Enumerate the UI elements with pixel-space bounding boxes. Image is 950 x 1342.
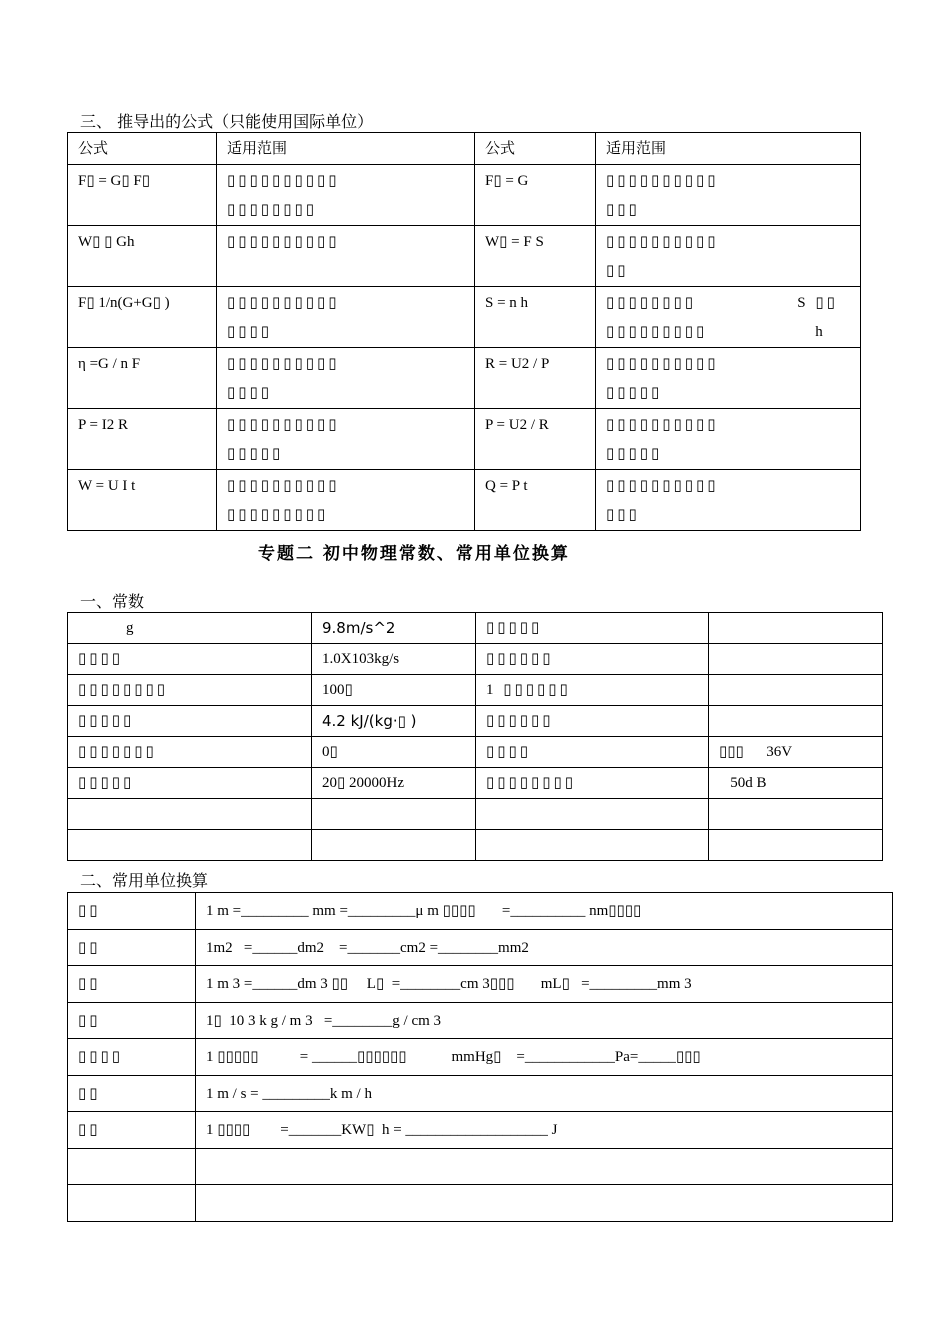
table-row: [68, 799, 883, 830]
header-scope: 适用范围: [217, 133, 475, 165]
scope-cell: ▯▯▯▯▯▯▯▯▯▯ ▯▯▯▯: [217, 287, 475, 348]
quantity-name: ▯▯▯▯: [68, 1039, 196, 1076]
formula-cell: W▯ ▯ Gh: [68, 226, 217, 287]
scope-cell: ▯▯▯▯▯▯▯▯▯▯ ▯▯▯▯▯▯▯▯▯: [217, 470, 475, 531]
quantity-name: ▯▯: [68, 1076, 196, 1112]
constant-name: ▯▯▯▯: [476, 737, 709, 768]
constant-value: [709, 613, 883, 644]
constant-value: 1.0X103kg/s: [312, 644, 476, 675]
quantity-name: ▯▯: [68, 1003, 196, 1039]
constant-value: [709, 706, 883, 737]
table-row: [68, 737, 883, 768]
empty-cell: [709, 830, 883, 861]
formula-cell: W = U I t: [68, 470, 217, 531]
constants-table: [67, 612, 883, 861]
table-row: [68, 287, 861, 348]
scope-cell: ▯▯▯▯▯▯▯▯▯▯ ▯▯▯: [596, 470, 861, 531]
empty-cell: [68, 799, 312, 830]
constant-value: [709, 644, 883, 675]
empty-cell: [312, 830, 476, 861]
conversion-cell: 1 m / s = _________k m / h: [196, 1076, 893, 1112]
table-row: [68, 644, 883, 675]
formula-cell: P = I2 R: [68, 409, 217, 470]
table-row: [68, 830, 883, 861]
empty-cell: [196, 1149, 893, 1185]
empty-cell: [476, 830, 709, 861]
formula-cell: F▯ = G▯ F▯: [68, 165, 217, 226]
conversion-cell: 1▯ 10 3 k g / m 3 =________g / cm 3: [196, 1003, 893, 1039]
table-row: [68, 1112, 893, 1149]
table-row: [68, 930, 893, 966]
header-scope-2: 适用范围: [596, 133, 861, 165]
table-row: [68, 1149, 893, 1185]
constant-value: [709, 675, 883, 706]
section-2-heading: 二、常用单位换算: [80, 871, 209, 890]
formula-cell: S = n h: [475, 287, 596, 348]
quantity-name: ▯▯: [68, 893, 196, 930]
constant-name: ▯▯▯▯▯: [476, 613, 709, 644]
constant-value: 100▯: [312, 675, 476, 706]
conversion-cell: 1 ▯▯▯▯▯ = ______▯▯▯▯▯▯ mmHg▯ =____________Pa=_____▯▯▯: [196, 1039, 893, 1076]
constant-name: 1 ▯▯▯▯▯▯: [476, 675, 709, 706]
formula-cell: W▯ = F S: [475, 226, 596, 287]
empty-cell: [312, 799, 476, 830]
scope-cell: ▯▯▯▯▯▯▯▯▯▯ ▯▯▯▯▯: [596, 409, 861, 470]
conversion-cell: 1 m =_________ mm =_________μ m ▯▯▯▯ =__________ nm▯▯▯▯: [196, 893, 893, 930]
table-row: [68, 768, 883, 799]
section-1-heading: 一、常数: [80, 592, 145, 611]
constant-name: ▯▯▯▯▯: [68, 768, 312, 799]
empty-cell: [196, 1185, 893, 1222]
formula-cell: P = U2 / R: [475, 409, 596, 470]
table-row: [68, 1185, 893, 1222]
table-row: [68, 348, 861, 409]
table-row: [68, 1076, 893, 1112]
constant-value: ▯▯▯ 36V: [709, 737, 883, 768]
empty-cell: [709, 799, 883, 830]
formula-cell: R = U2 / P: [475, 348, 596, 409]
scope-cell: ▯▯▯▯▯▯▯▯▯▯ ▯▯▯: [596, 165, 861, 226]
table-row: [68, 165, 861, 226]
table-row: [68, 893, 893, 930]
formula-cell: η =G / n F: [68, 348, 217, 409]
constant-name: ▯▯▯▯▯: [68, 706, 312, 737]
topic-2-title: 专题二 初中物理常数、常用单位换算: [258, 544, 570, 564]
quantity-name: ▯▯: [68, 930, 196, 966]
scope-cell: ▯▯▯▯▯▯▯▯▯▯ ▯▯▯▯▯▯▯▯: [217, 165, 475, 226]
conversion-cell: 1 ▯▯▯▯ =_______KW▯ h = ___________________ J: [196, 1112, 893, 1149]
formula-cell: F▯ = G: [475, 165, 596, 226]
constant-name: ▯▯▯▯▯▯: [476, 706, 709, 737]
header-formula: 公式: [68, 133, 217, 165]
table-row: [68, 675, 883, 706]
constant-value: 0▯: [312, 737, 476, 768]
table-row: [68, 1003, 893, 1039]
formula-cell: Q = P t: [475, 470, 596, 531]
section-3-heading: 三、 推导出的公式（只能使用国际单位）: [80, 112, 374, 131]
scope-cell: ▯▯▯▯▯▯▯▯▯▯: [217, 226, 475, 287]
quantity-name: ▯▯: [68, 966, 196, 1003]
table-row: [68, 706, 883, 737]
constant-name: ▯▯▯▯▯▯▯▯: [476, 768, 709, 799]
table-row: [68, 470, 861, 531]
conversion-cell: 1 m 3 =______dm 3 ▯▯ L▯ =________cm 3▯▯▯ mL▯ =_________mm 3: [196, 966, 893, 1003]
conversion-cell: 1m2 =______dm2 =_______cm2 =________mm2: [196, 930, 893, 966]
table-row: [68, 1039, 893, 1076]
header-formula-2: 公式: [475, 133, 596, 165]
table-row: [68, 613, 883, 644]
constant-value: 50d B: [709, 768, 883, 799]
empty-cell: [68, 1149, 196, 1185]
scope-cell: ▯▯▯▯▯▯▯▯▯▯ ▯▯▯▯▯: [217, 409, 475, 470]
empty-cell: [68, 1185, 196, 1222]
empty-cell: [476, 799, 709, 830]
constant-value: 9.8m/s^2: [312, 613, 476, 644]
table-row: [68, 226, 861, 287]
table-row: [68, 966, 893, 1003]
constant-name: ▯▯▯▯▯▯▯▯: [68, 675, 312, 706]
constant-value: 4.2 kJ/(kg·▯ ): [312, 706, 476, 737]
formula-cell: F▯ 1/n(G+G▯ ): [68, 287, 217, 348]
scope-cell: ▯▯▯▯▯▯▯▯▯▯ ▯▯▯▯: [217, 348, 475, 409]
scope-cell: ▯▯▯▯▯▯▯▯▯▯ ▯▯▯▯▯: [596, 348, 861, 409]
scope-cell: ▯▯▯▯▯▯▯▯▯▯ ▯▯: [596, 226, 861, 287]
constant-name: g: [68, 613, 312, 644]
quantity-name: ▯▯: [68, 1112, 196, 1149]
unit-conversion-table: [67, 892, 893, 1222]
scope-cell: ▯▯▯▯▯▯▯▯ S ▯▯ ▯▯▯▯▯▯▯▯▯ h: [596, 287, 861, 348]
table-row: [68, 409, 861, 470]
empty-cell: [68, 830, 312, 861]
constant-name: ▯▯▯▯▯▯: [476, 644, 709, 675]
formula-table: [67, 132, 861, 531]
constant-name: ▯▯▯▯: [68, 644, 312, 675]
constant-value: 20▯ 20000Hz: [312, 768, 476, 799]
constant-name: ▯▯▯▯▯▯▯: [68, 737, 312, 768]
